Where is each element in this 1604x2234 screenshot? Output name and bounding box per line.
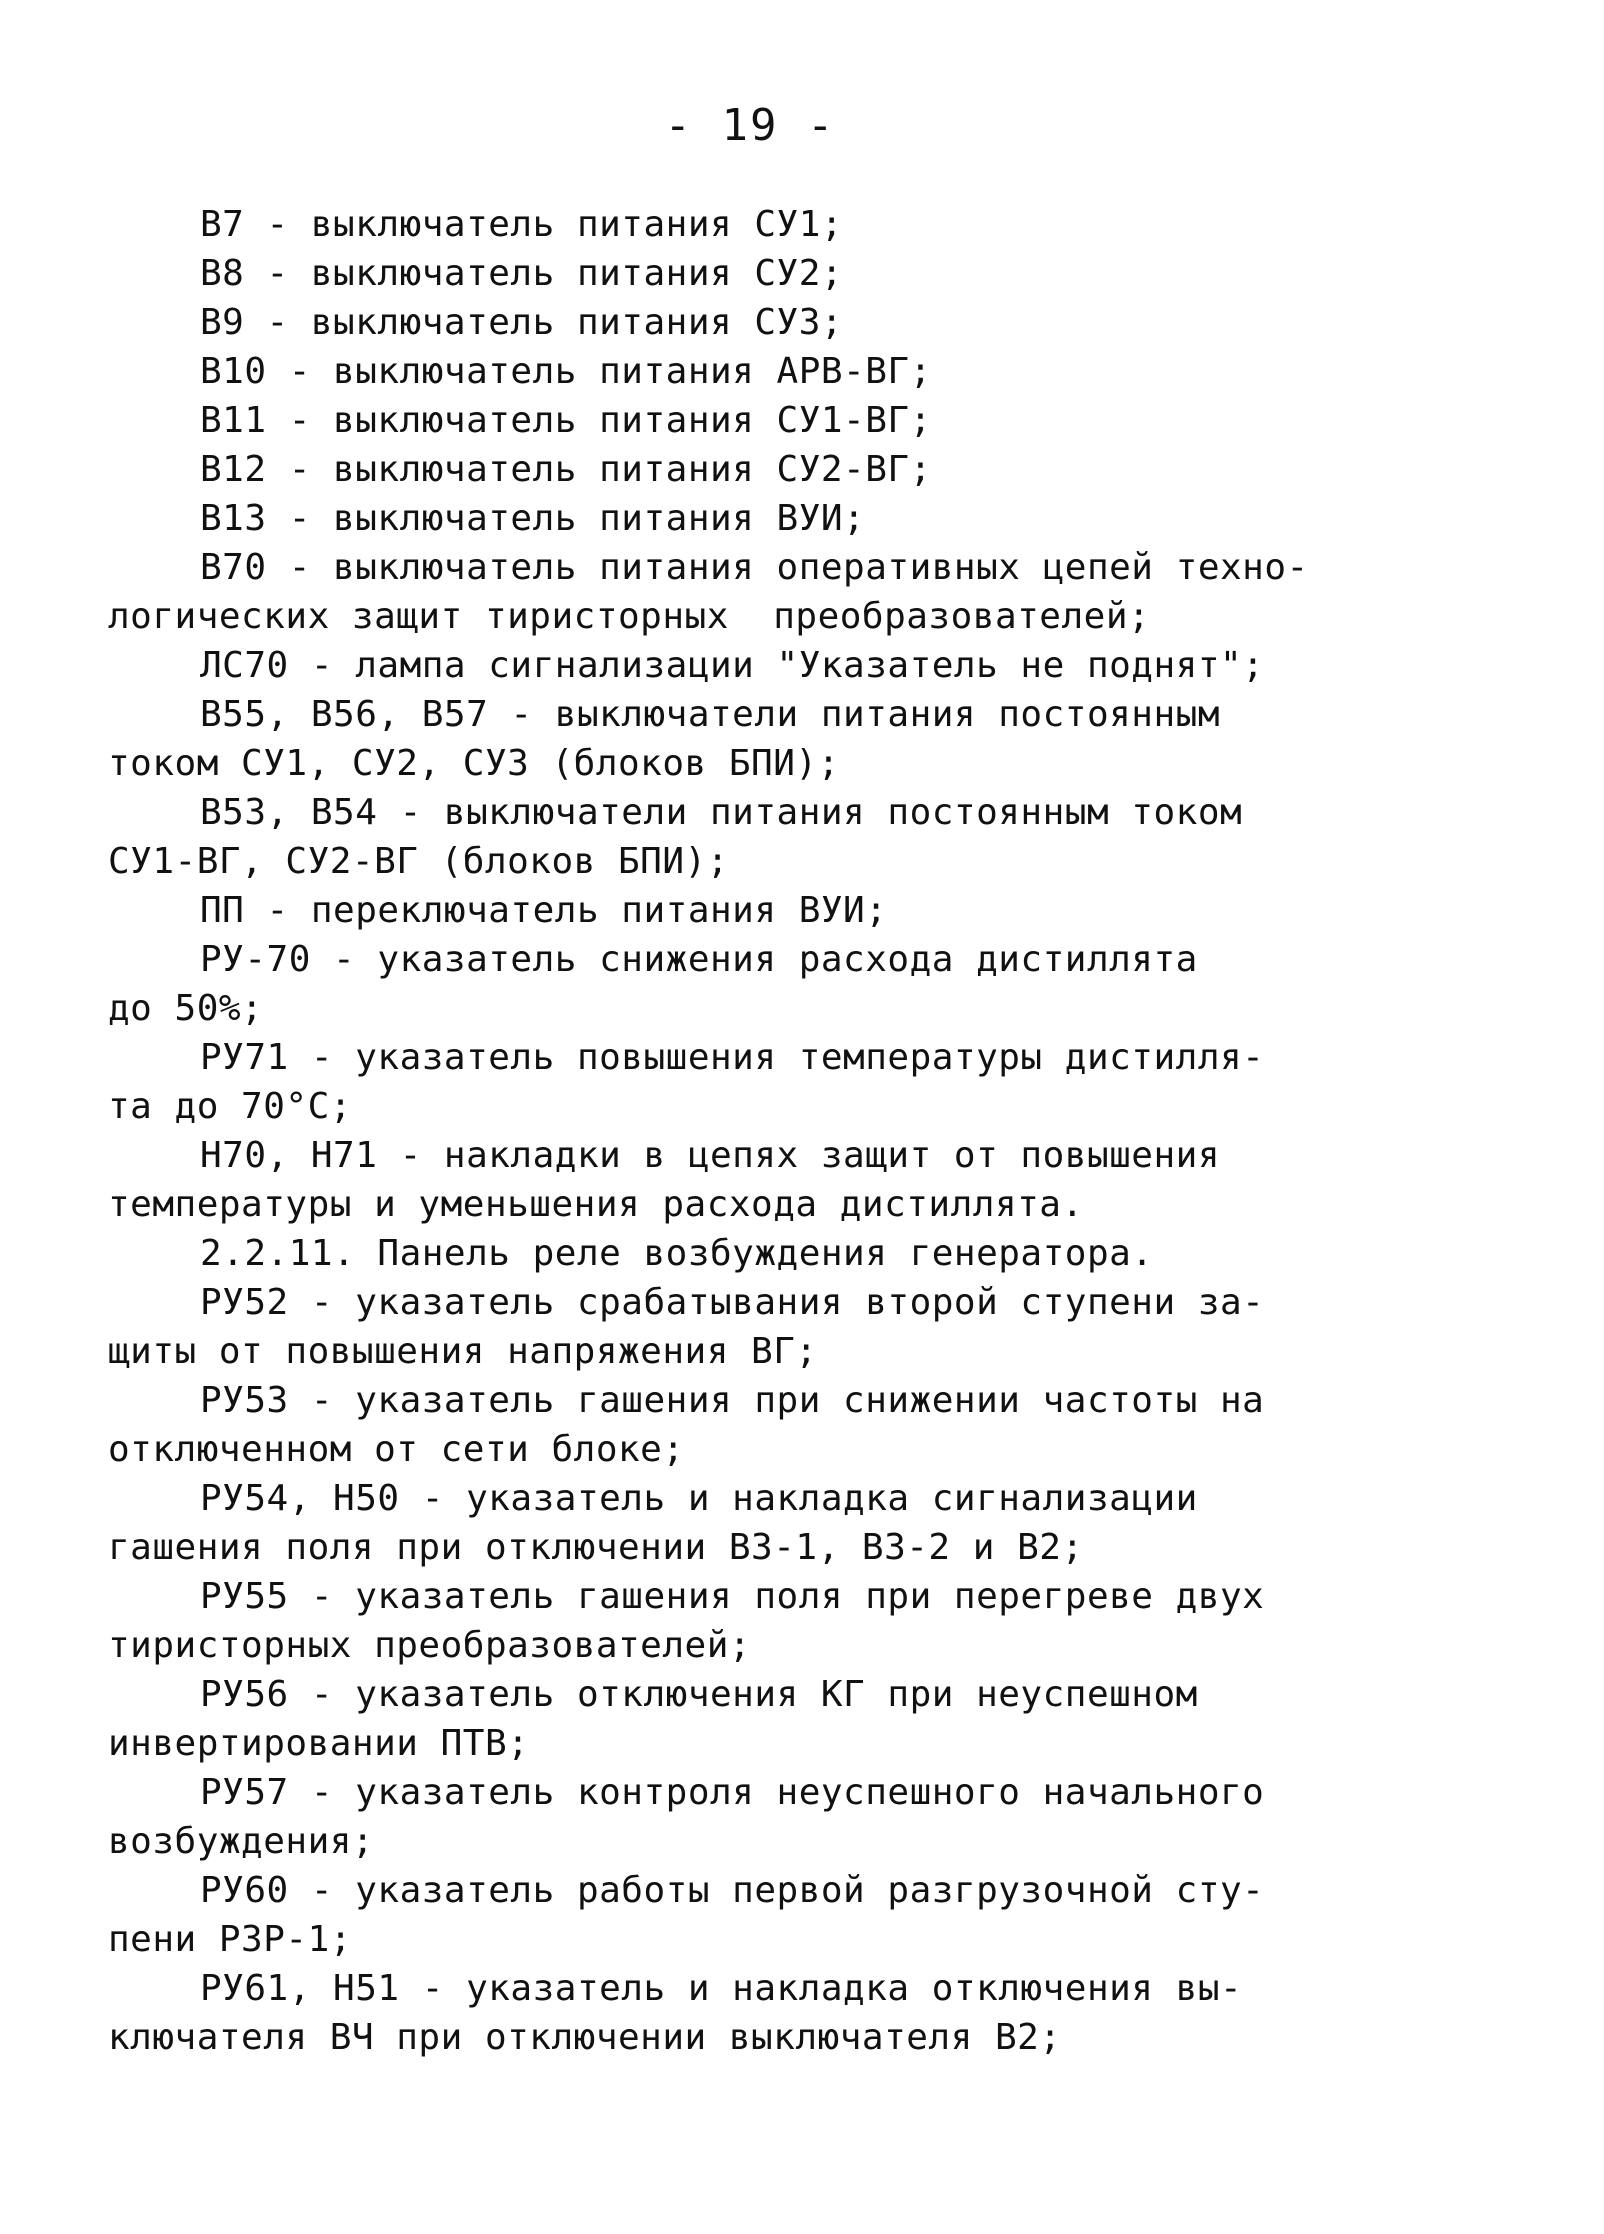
paragraph [108,1572,1398,1670]
paragraph [108,788,1398,886]
text-line: РУ60 - указатель работы первой разгрузочной сту- [200,1870,1265,1911]
paragraph [108,494,1398,543]
paragraph [108,1229,1398,1278]
text-line: температуры и уменьшения расхода дистиллята. [108,1184,1084,1225]
page-body [108,200,1398,2062]
text-line: ключателя ВЧ при отключении выключателя В2; [108,2017,1062,2058]
text-line: РУ54, Н50 - указатель и накладка сигнализации [200,1478,1198,1519]
text-line: В13 - выключатель питания ВУИ; [200,498,866,539]
paragraph [108,641,1398,690]
paragraph [108,935,1398,1033]
text-line: тиристорных преобразователей; [108,1625,752,1666]
text-line: РУ55 - указатель гашения поля при перегреве двух [200,1576,1265,1617]
paragraph [108,200,1398,249]
text-line: РУ56 - указатель отключения КГ при неуспешном [200,1674,1198,1715]
text-line: ЛС70 - лампа сигнализации "Указатель не поднят"; [200,645,1265,686]
text-line: В8 - выключатель питания СУ2; [200,253,844,294]
text-line: В55, В56, В57 - выключатели питания постоянным [200,694,1220,735]
text-line: отключенном от сети блоке; [108,1429,685,1470]
text-line: РУ53 - указатель гашения при снижении частоты на [200,1380,1265,1421]
text-line: Н70, Н71 - накладки в цепях защит от повышения [200,1135,1220,1176]
text-line: В7 - выключатель питания СУ1; [200,204,844,245]
paragraph [108,1131,1398,1229]
paragraph [108,1964,1398,2062]
text-line: пени РЗР-1; [108,1919,352,1960]
text-line: током СУ1, СУ2, СУ3 (блоков БПИ); [108,743,840,784]
text-line: РУ61, Н51 - указатель и накладка отключения вы- [200,1968,1243,2009]
text-line: до 50%; [108,988,264,1029]
page-number: - 19 - [664,100,836,151]
paragraph [108,1866,1398,1964]
text-line: та до 70°С; [108,1086,352,1127]
text-line: 2.2.11. Панель реле возбуждения генератора. [200,1233,1154,1274]
paragraph [108,1376,1398,1474]
paragraph [108,1474,1398,1572]
text-line: В11 - выключатель питания СУ1-ВГ; [200,400,932,441]
text-line: ПП - переключатель питания ВУИ; [200,890,888,931]
text-line: В70 - выключатель питания оперативных цепей техно- [200,547,1309,588]
paragraph [108,543,1398,641]
text-line: РУ52 - указатель срабатывания второй ступени за- [200,1282,1265,1323]
paragraph [108,1278,1398,1376]
paragraph [108,1670,1398,1768]
text-line: щиты от повышения напряжения ВГ; [108,1331,818,1372]
text-line: СУ1-ВГ, СУ2-ВГ (блоков БПИ); [108,841,729,882]
text-line: В10 - выключатель питания АРВ-ВГ; [200,351,932,392]
text-line: В53, В54 - выключатели питания постоянным током [200,792,1243,833]
paragraph [108,886,1398,935]
text-line: РУ71 - указатель повышения температуры дистилля- [200,1037,1265,1078]
text-line: РУ57 - указатель контроля неуспешного начального [200,1772,1265,1813]
paragraph [108,1033,1398,1131]
paragraph [108,445,1398,494]
paragraph [108,249,1398,298]
text-line: В9 - выключатель питания СУ3; [200,302,844,343]
paragraph [108,347,1398,396]
paragraph [108,1768,1398,1866]
paragraph [108,690,1398,788]
paragraph [108,396,1398,445]
text-line: логических защит тиристорных преобразователей; [108,596,1151,637]
text-line: В12 - выключатель питания СУ2-ВГ; [200,449,932,490]
text-line: инвертировании ПТВ; [108,1723,530,1764]
text-line: гашения поля при отключении В3-1, В3-2 и В2; [108,1527,1084,1568]
paragraph [108,298,1398,347]
text-line: РУ-70 - указатель снижения расхода дистиллята [200,939,1198,980]
text-line: возбуждения; [108,1821,375,1862]
